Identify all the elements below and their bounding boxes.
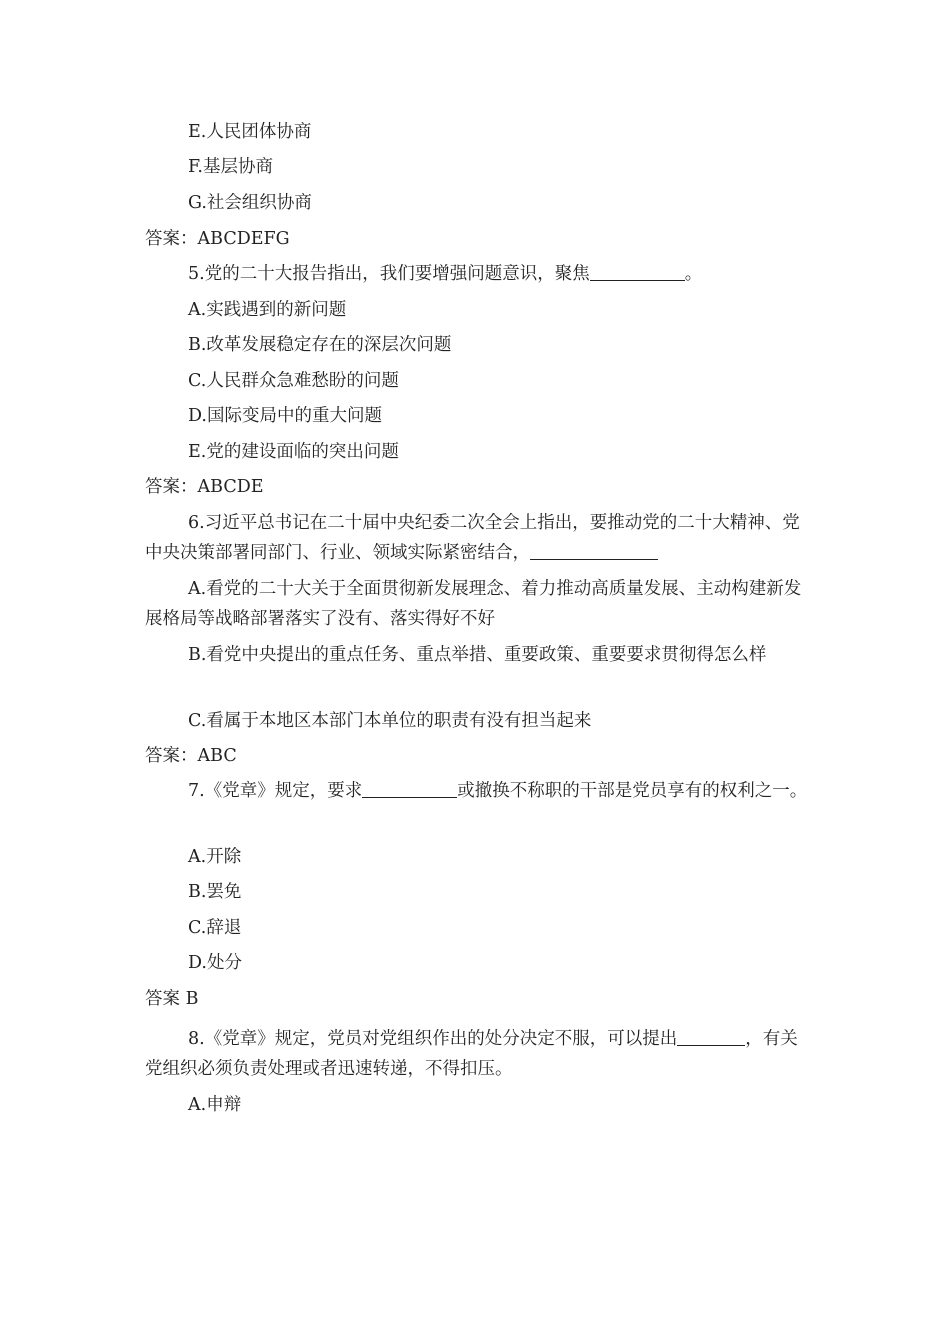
q5-option-d: D.国际变局中的重大问题 bbox=[188, 406, 382, 426]
q5-option-c: C.人民群众急难愁盼的问题 bbox=[188, 371, 399, 391]
q5-stem-end: 。 bbox=[684, 264, 703, 284]
q7-stem-end: 或撤换不称职的干部是党员享有的权利之一。 bbox=[457, 781, 808, 801]
q5-stem bbox=[188, 259, 810, 289]
q6-stem-text: 6.习近平总书记在二十届中央纪委二次全会上指出，要推动党的二十大精神、党中央决策部署同部门、行业、领域实际紧密结合， bbox=[145, 513, 800, 563]
q8-stem-end: ，有关党组织必须负责处理或者迅速转递，不得扣压。 bbox=[145, 1029, 798, 1079]
q7-stem-text: 7.《党章》规定，要求 bbox=[188, 781, 363, 801]
q5-option-a: A.实践遇到的新问题 bbox=[188, 300, 347, 320]
q6-option-b: B.看党中央提出的重点任务、重点举措、重要政策、重要要求贯彻得怎么样 bbox=[188, 645, 767, 665]
q7-blank bbox=[362, 780, 457, 799]
q4-option-e: E.人民团体协商 bbox=[188, 122, 312, 142]
q5-stem-text: 5.党的二十大报告指出，我们要增强问题意识，聚焦 bbox=[188, 264, 590, 284]
q4-option-f: F.基层协商 bbox=[188, 157, 273, 177]
q6-stem bbox=[145, 508, 810, 568]
q7-option-d: D.处分 bbox=[188, 953, 242, 973]
q5-answer: 答案：ABCDE bbox=[145, 477, 264, 497]
q6-option-a: A.看党的二十大关于全面贯彻新发展理念、着力推动高质量发展、主动构建新发展格局等战略部署落实了没有、落实得好不好 bbox=[145, 579, 802, 629]
q7-option-b: B.罢免 bbox=[188, 882, 242, 902]
q7-option-a: A.开除 bbox=[188, 847, 242, 867]
q6-blank bbox=[530, 542, 658, 561]
q5-option-e: E.党的建设面临的突出问题 bbox=[188, 442, 399, 462]
q7-stem bbox=[145, 776, 810, 806]
q4-option-g: G.社会组织协商 bbox=[188, 193, 312, 213]
q5-option-b: B.改革发展稳定存在的深层次问题 bbox=[188, 335, 452, 355]
q5-blank bbox=[590, 263, 685, 282]
q6-answer: 答案：ABC bbox=[145, 746, 237, 766]
q8-stem bbox=[145, 1024, 810, 1084]
q7-option-c: C.辞退 bbox=[188, 918, 242, 938]
q7-answer: 答案 B bbox=[145, 989, 199, 1009]
q8-stem-text: 8.《党章》规定，党员对党组织作出的处分决定不服，可以提出 bbox=[188, 1029, 678, 1049]
q6-option-c: C.看属于本地区本部门本单位的职责有没有担当起来 bbox=[188, 711, 592, 731]
q8-option-a: A.申辩 bbox=[188, 1095, 242, 1115]
q8-blank bbox=[677, 1028, 745, 1047]
q4-answer: 答案：ABCDEFG bbox=[145, 229, 290, 249]
